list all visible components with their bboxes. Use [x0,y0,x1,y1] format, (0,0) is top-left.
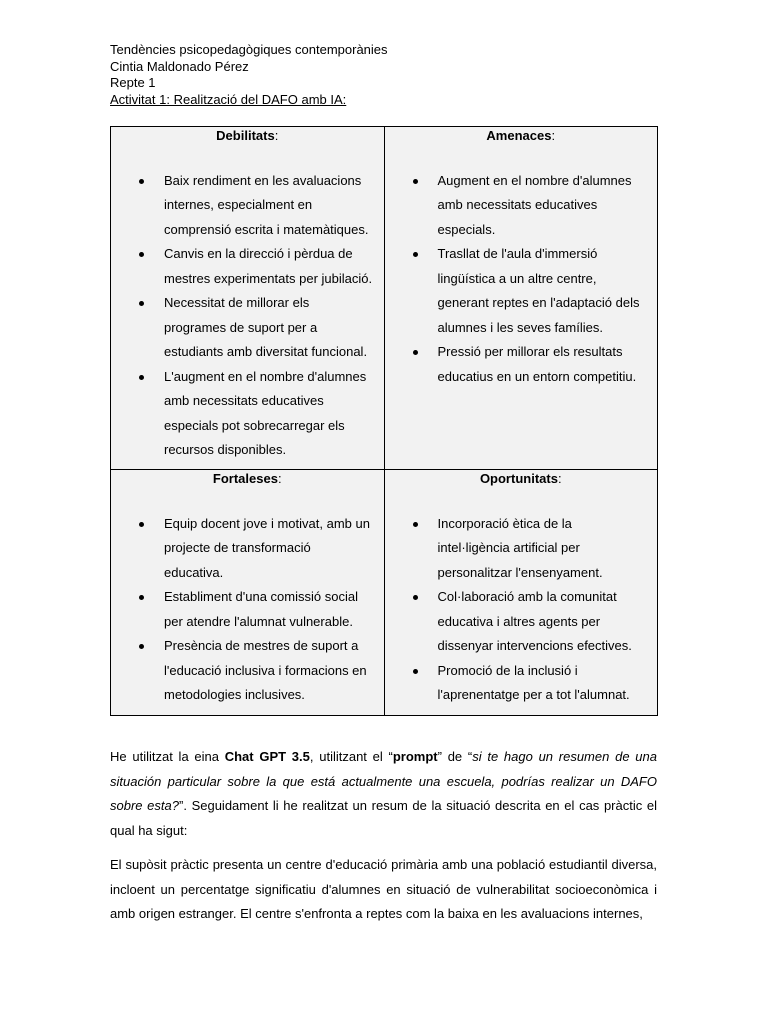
bullet-icon [413,252,418,257]
fortaleses-heading: Fortaleses: [212,471,282,486]
list-item: Col·laboració amb la comunitat educativa i altres agents per dissenyar intervencions efectives. [385,585,658,659]
list-item: Promoció de la inclusió i l'aprenentatge per a tot l'alumnat. [385,659,658,708]
list-item: Necessitat de millorar els programes de suport per a estudiants amb diversitat funcional. [111,291,384,365]
amenaces-heading: Amenaces: [486,128,556,143]
bullet-icon [413,595,418,600]
bullet-icon [413,179,418,184]
list-item: Pressió per millorar els resultats educatius en un entorn competitiu. [385,340,658,389]
bullet-icon [413,350,418,355]
paragraph-case: El supòsit pràctic presenta un centre d'educació primària amb una població estudiantil diversa, incloent un percentatge significatiu d'alumnes en situació de vulnerabilitat socioeconòmica i amb origen estranger. El centre s'enfronta a reptes com la baixa en les avaluacions internes, [110,857,657,921]
list-item: Trasllat de l'aula d'immersió lingüística a un altre centre, generant reptes en l'adaptació dels alumnes i les seves famílies. [385,242,658,340]
activity-title: Activitat 1: Realització del DAFO amb IA: [110,91,347,107]
list-item: Canvis en la direcció i pèrdua de mestres experimentats per jubilació. [111,242,384,291]
dafo-cell-oportunitats [384,470,658,716]
document-body [110,745,657,937]
bullet-icon [139,252,144,257]
bullet-icon [413,669,418,674]
oportunitats-heading: Oportunitats: [479,471,562,486]
list-item: Presència de mestres de suport a l'educació inclusiva i formacions en metodologies inclusives. [111,634,384,708]
paragraph-method: He utilitzat la eina Chat GPT 3.5, utilitzant el “prompt” de “si te hago un resumen de una situación particular sobre la que está actualmente una escuela, podrías realizar un DAFO sobre esta?”. Seguidament li he realitzat un resum de la situació descrita en el cas pràctic el qual ha sigut: [110,749,658,838]
bullet-icon [139,595,144,600]
bullet-icon [139,179,144,184]
debilitats-list [111,169,384,463]
list-item: Incorporació ètica de la intel·ligència artificial per personalitzar l'ensenyament. [385,512,658,586]
challenge-label: Repte 1 [110,75,156,90]
fortaleses-list [111,512,384,708]
bullet-icon [139,375,144,380]
course-title: Tendències psicopedagògiques contemporànies [110,42,388,57]
amenaces-list [385,169,658,390]
list-item: Augment en el nombre d'alumnes amb necessitats educatives especials. [385,169,658,243]
dafo-cell-amenaces [384,127,658,470]
list-item: Establiment d'una comissió social per atendre l'alumnat vulnerable. [111,585,384,634]
dafo-table [110,126,658,716]
dafo-cell-fortaleses [111,470,385,716]
oportunitats-list [385,512,658,708]
bullet-icon [139,522,144,527]
bullet-icon [413,522,418,527]
debilitats-heading: Debilitats: [216,128,279,143]
list-item: L'augment en el nombre d'alumnes amb necessitats educatives especials pot sobrecarregar els recursos disponibles. [111,365,384,463]
dafo-cell-debilitats [111,127,385,470]
document-header [110,42,388,108]
bullet-icon [139,301,144,306]
author-name: Cintia Maldonado Pérez [110,58,249,74]
list-item: Baix rendiment en les avaluacions internes, especialment en comprensió escrita i matemàtiques. [111,169,384,243]
list-item: Equip docent jove i motivat, amb un projecte de transformació educativa. [111,512,384,586]
bullet-icon [139,644,144,649]
